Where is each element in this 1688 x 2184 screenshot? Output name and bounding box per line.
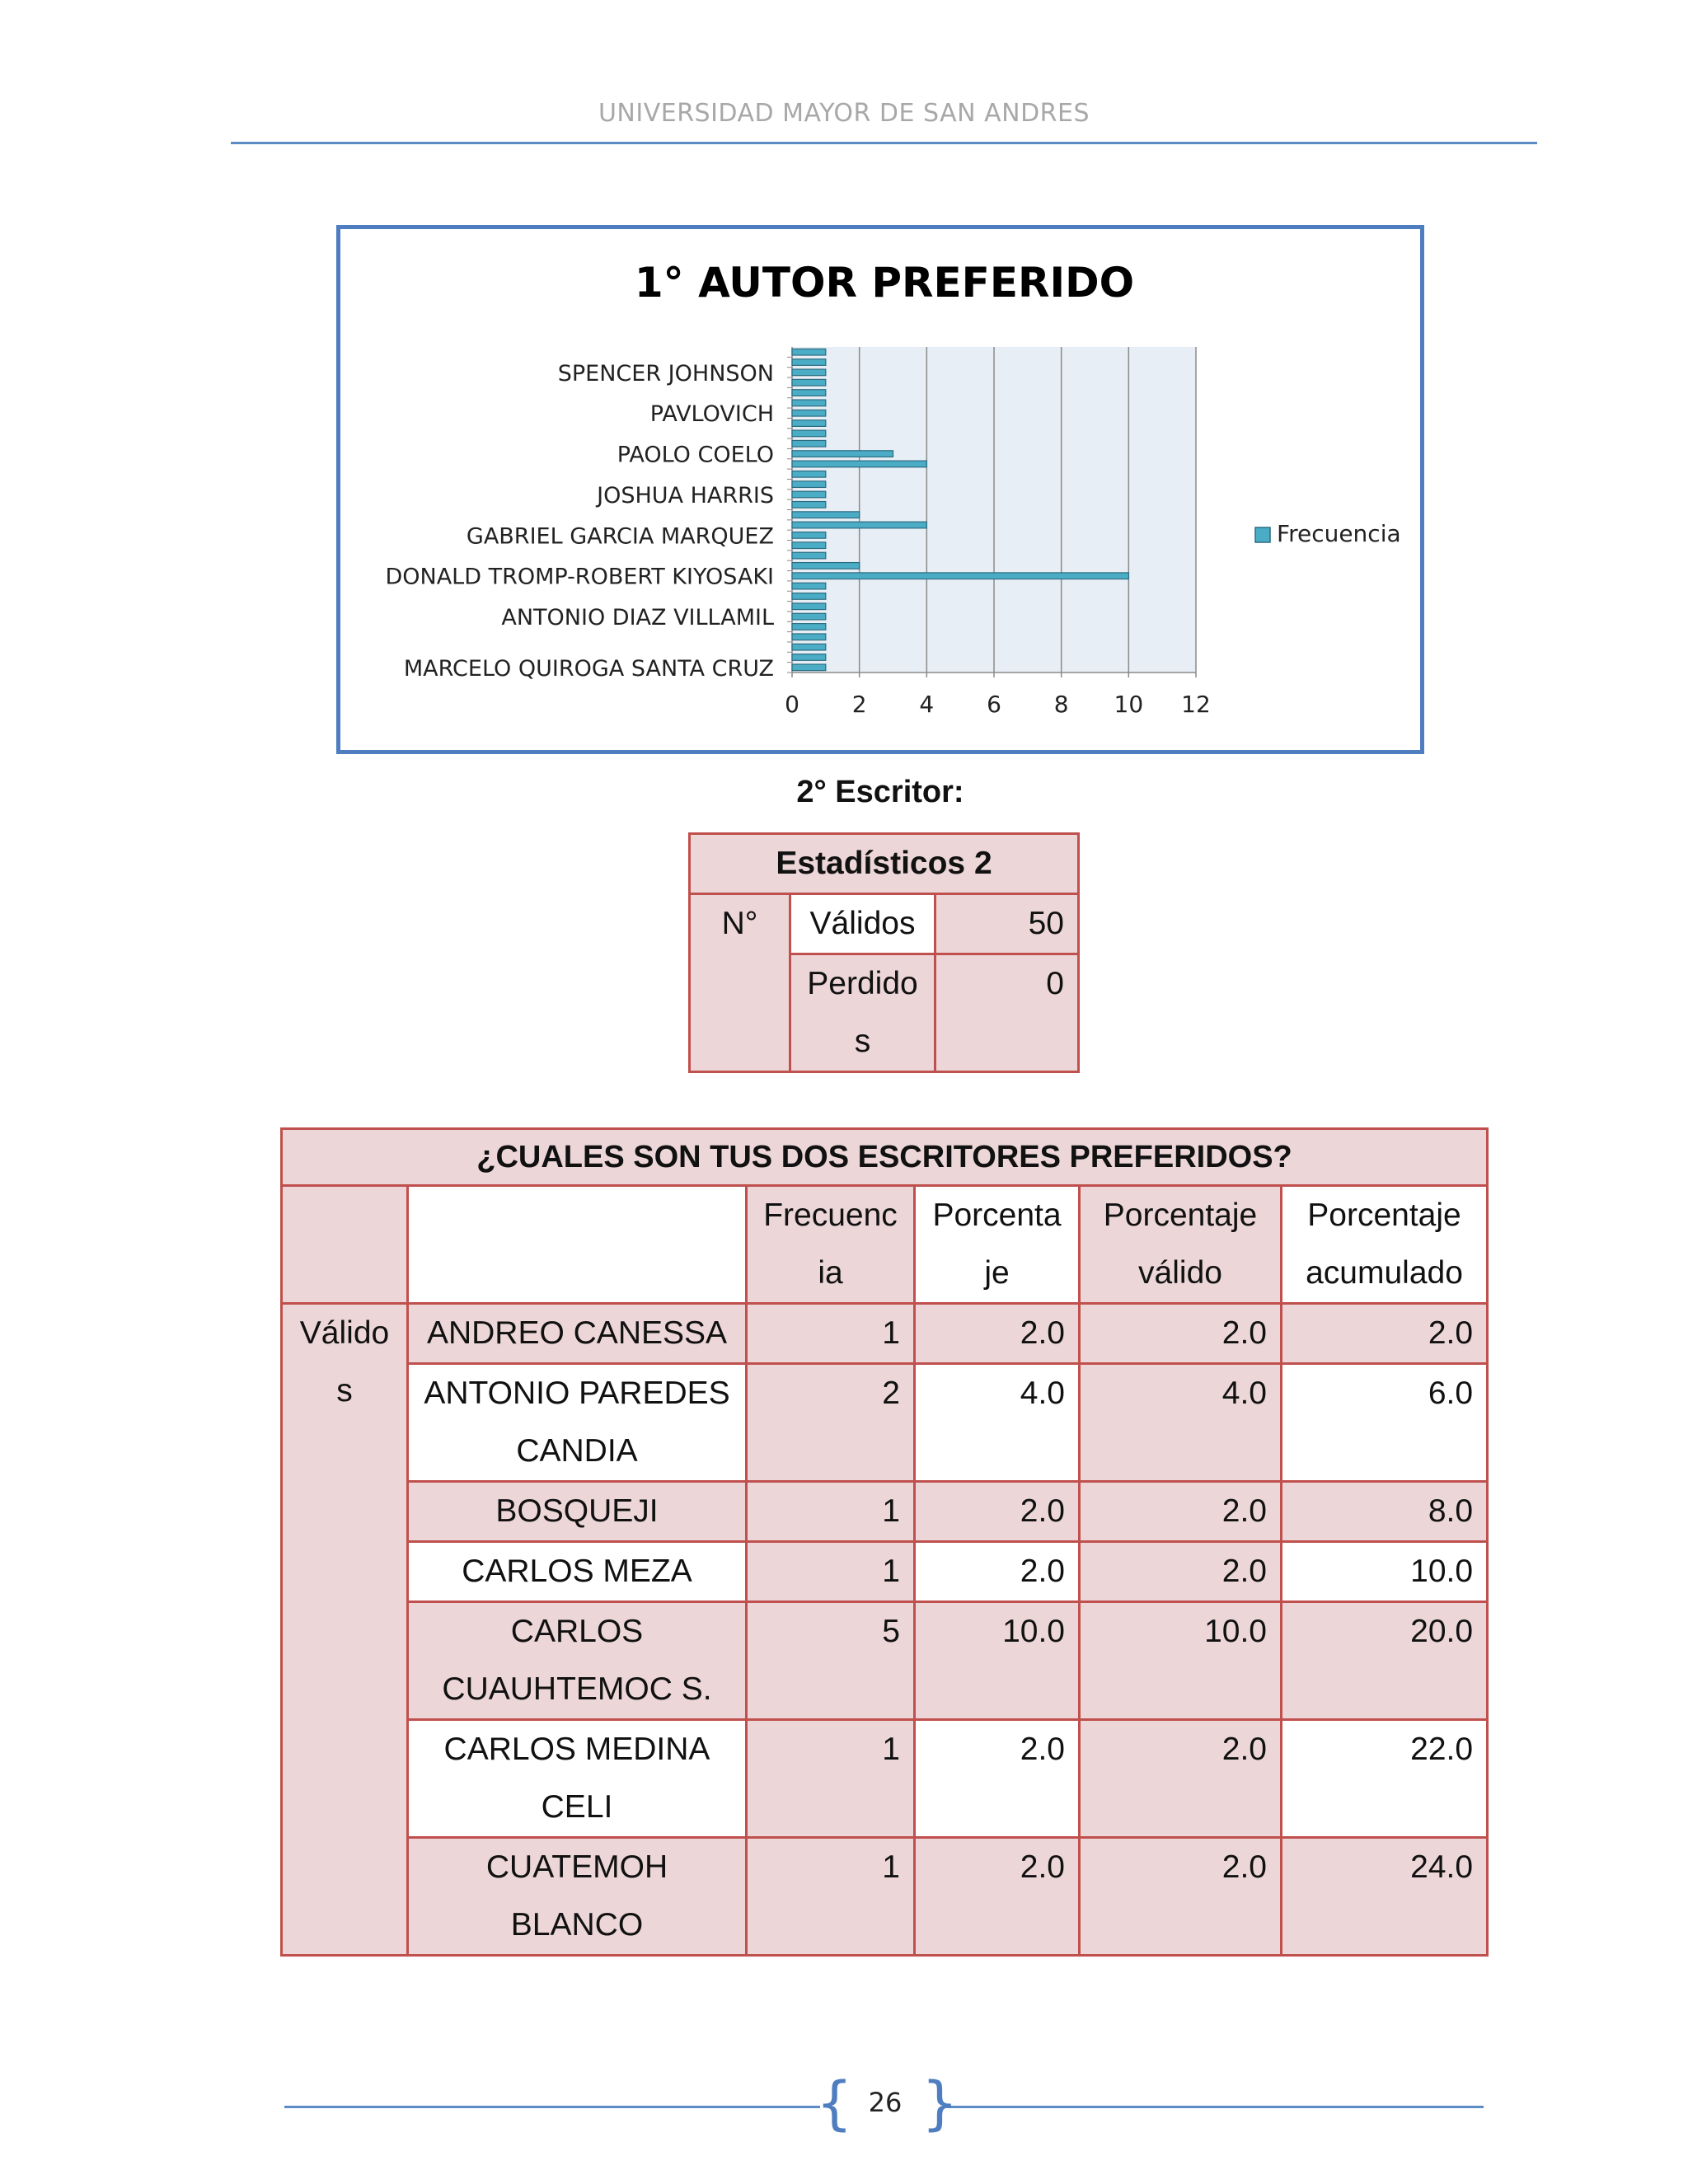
row-name: CARLOS MEZA [408, 1542, 747, 1602]
left-brace-icon: { [816, 2069, 853, 2137]
header-frecuencia: Frecuenc ia [747, 1186, 915, 1304]
bar-chart-frame [336, 225, 1424, 754]
table-row [282, 1304, 1488, 1364]
row-frequency: 1 [747, 1482, 915, 1542]
y-category-label: PAOLO COELO [617, 442, 774, 468]
x-tick-label: 2 [851, 691, 867, 718]
row-cumulative-percent: 2.0 [1282, 1304, 1488, 1364]
bar [792, 512, 860, 518]
footer-rule-right [946, 2106, 1484, 2108]
x-tick-label: 10 [1114, 691, 1144, 718]
table-row [282, 1364, 1488, 1482]
row-frequency: 5 [747, 1602, 915, 1720]
bar [792, 410, 826, 416]
bar [792, 491, 826, 498]
row-valid-percent: 2.0 [1080, 1838, 1282, 1956]
bar [792, 461, 926, 467]
row-frequency: 1 [747, 1720, 915, 1838]
row-valid-percent: 2.0 [1080, 1304, 1282, 1364]
running-header: UNIVERSIDAD MAYOR DE SAN ANDRES [598, 99, 1090, 128]
header-blank-cell [408, 1186, 747, 1304]
table-row [282, 1482, 1488, 1542]
legend-label: Frecuencia [1277, 520, 1401, 547]
row-valid-percent: 2.0 [1080, 1482, 1282, 1542]
bar [792, 379, 826, 386]
bar [792, 603, 826, 610]
row-frequency: 1 [747, 1542, 915, 1602]
row-valid-percent: 4.0 [1080, 1364, 1282, 1482]
table-row [282, 1720, 1488, 1838]
row-cumulative-percent: 20.0 [1282, 1602, 1488, 1720]
y-category-label: PAVLOVICH [649, 401, 774, 428]
table-row [282, 1602, 1488, 1720]
y-category-label: MARCELO QUIROGA SANTA CRUZ [403, 655, 774, 682]
bar [792, 624, 826, 630]
y-category-label: DONALD TROMP-ROBERT KIYOSAKI [385, 564, 774, 590]
bar [792, 613, 826, 620]
bar [792, 390, 826, 396]
bar-chart [340, 229, 1420, 750]
header-porcentaje-valido: Porcentaje válido [1080, 1186, 1282, 1304]
bar [792, 359, 826, 366]
row-frequency: 2 [747, 1364, 915, 1482]
chart-legend [1255, 520, 1401, 547]
row-name: ANTONIO PAREDES CANDIA [408, 1364, 747, 1482]
table-row [282, 1542, 1488, 1602]
row-name: ANDREO CANESSA [408, 1304, 747, 1364]
legend-swatch [1255, 527, 1270, 542]
row-percent: 4.0 [915, 1364, 1080, 1482]
y-category-label: JOSHUA HARRIS [597, 482, 774, 509]
row-name: CARLOS MEDINA CELI [408, 1720, 747, 1838]
section-subtitle: 2° Escritor: [796, 775, 964, 809]
frequency-table [280, 1127, 1489, 1957]
row-name: CARLOS CUAUHTEMOC S. [408, 1602, 747, 1720]
bar [792, 583, 826, 589]
row-percent: 2.0 [915, 1542, 1080, 1602]
table-row [282, 1838, 1488, 1956]
stats-missing-label: Perdido s [790, 954, 935, 1072]
bar [792, 563, 860, 569]
row-name: CUATEMOH BLANCO [408, 1838, 747, 1956]
row-cumulative-percent: 10.0 [1282, 1542, 1488, 1602]
row-valid-percent: 2.0 [1080, 1720, 1282, 1838]
bar [792, 481, 826, 488]
bar [792, 440, 826, 447]
row-valid-percent: 10.0 [1080, 1602, 1282, 1720]
stats-n-label: N° [690, 894, 790, 1072]
bar [792, 644, 826, 650]
y-category-label: SPENCER JOHNSON [557, 360, 774, 387]
bar [792, 522, 926, 528]
x-tick-label: 6 [987, 691, 1001, 718]
row-percent: 2.0 [915, 1838, 1080, 1956]
header-porcentaje-acumulado: Porcentaje acumulado [1282, 1186, 1488, 1304]
x-tick-label: 0 [785, 691, 799, 718]
chart-title: 1° AUTOR PREFERIDO [634, 259, 1135, 307]
bar [792, 593, 826, 600]
bar [792, 400, 826, 406]
footer-rule-left [284, 2106, 820, 2108]
bar [792, 349, 826, 355]
row-percent: 2.0 [915, 1304, 1080, 1364]
bar [792, 542, 826, 549]
row-valid-percent: 2.0 [1080, 1542, 1282, 1602]
x-tick-label: 12 [1181, 691, 1211, 718]
bar [792, 420, 826, 427]
bar [792, 552, 826, 559]
row-cumulative-percent: 6.0 [1282, 1364, 1488, 1482]
row-cumulative-percent: 22.0 [1282, 1720, 1488, 1838]
group-label: Válido s [282, 1304, 408, 1956]
row-name: BOSQUEJI [408, 1482, 747, 1542]
y-category-label: ANTONIO DIAZ VILLAMIL [501, 605, 774, 631]
page-number: 26 [868, 2087, 903, 2118]
x-tick-label: 8 [1053, 691, 1069, 718]
bar [792, 573, 1128, 579]
header-rule [231, 142, 1537, 144]
header-porcentaje: Porcenta je [915, 1186, 1080, 1304]
stats-table [688, 832, 1080, 1073]
row-frequency: 1 [747, 1304, 915, 1364]
bar [792, 471, 826, 477]
bar [792, 369, 826, 376]
bar [792, 502, 826, 509]
right-brace-icon: } [921, 2069, 959, 2137]
bar [792, 654, 826, 661]
bar [792, 664, 826, 671]
row-percent: 2.0 [915, 1720, 1080, 1838]
bar [792, 532, 826, 539]
bar [792, 451, 893, 457]
row-cumulative-percent: 24.0 [1282, 1838, 1488, 1956]
row-cumulative-percent: 8.0 [1282, 1482, 1488, 1542]
bar [792, 634, 826, 640]
row-percent: 2.0 [915, 1482, 1080, 1542]
header-blank-cell [282, 1186, 408, 1304]
row-frequency: 1 [747, 1838, 915, 1956]
stats-valid-label: Válidos [790, 894, 935, 954]
y-category-label: GABRIEL GARCIA MARQUEZ [466, 523, 774, 550]
bar [792, 430, 826, 437]
stats-missing-value: 0 [935, 954, 1079, 1072]
row-percent: 10.0 [915, 1602, 1080, 1720]
frequency-table-title: ¿CUALES SON TUS DOS ESCRITORES PREFERIDOS? [282, 1129, 1488, 1186]
stats-valid-value: 50 [935, 894, 1079, 954]
stats-title: Estadísticos 2 [690, 834, 1079, 894]
x-tick-label: 4 [919, 691, 935, 718]
